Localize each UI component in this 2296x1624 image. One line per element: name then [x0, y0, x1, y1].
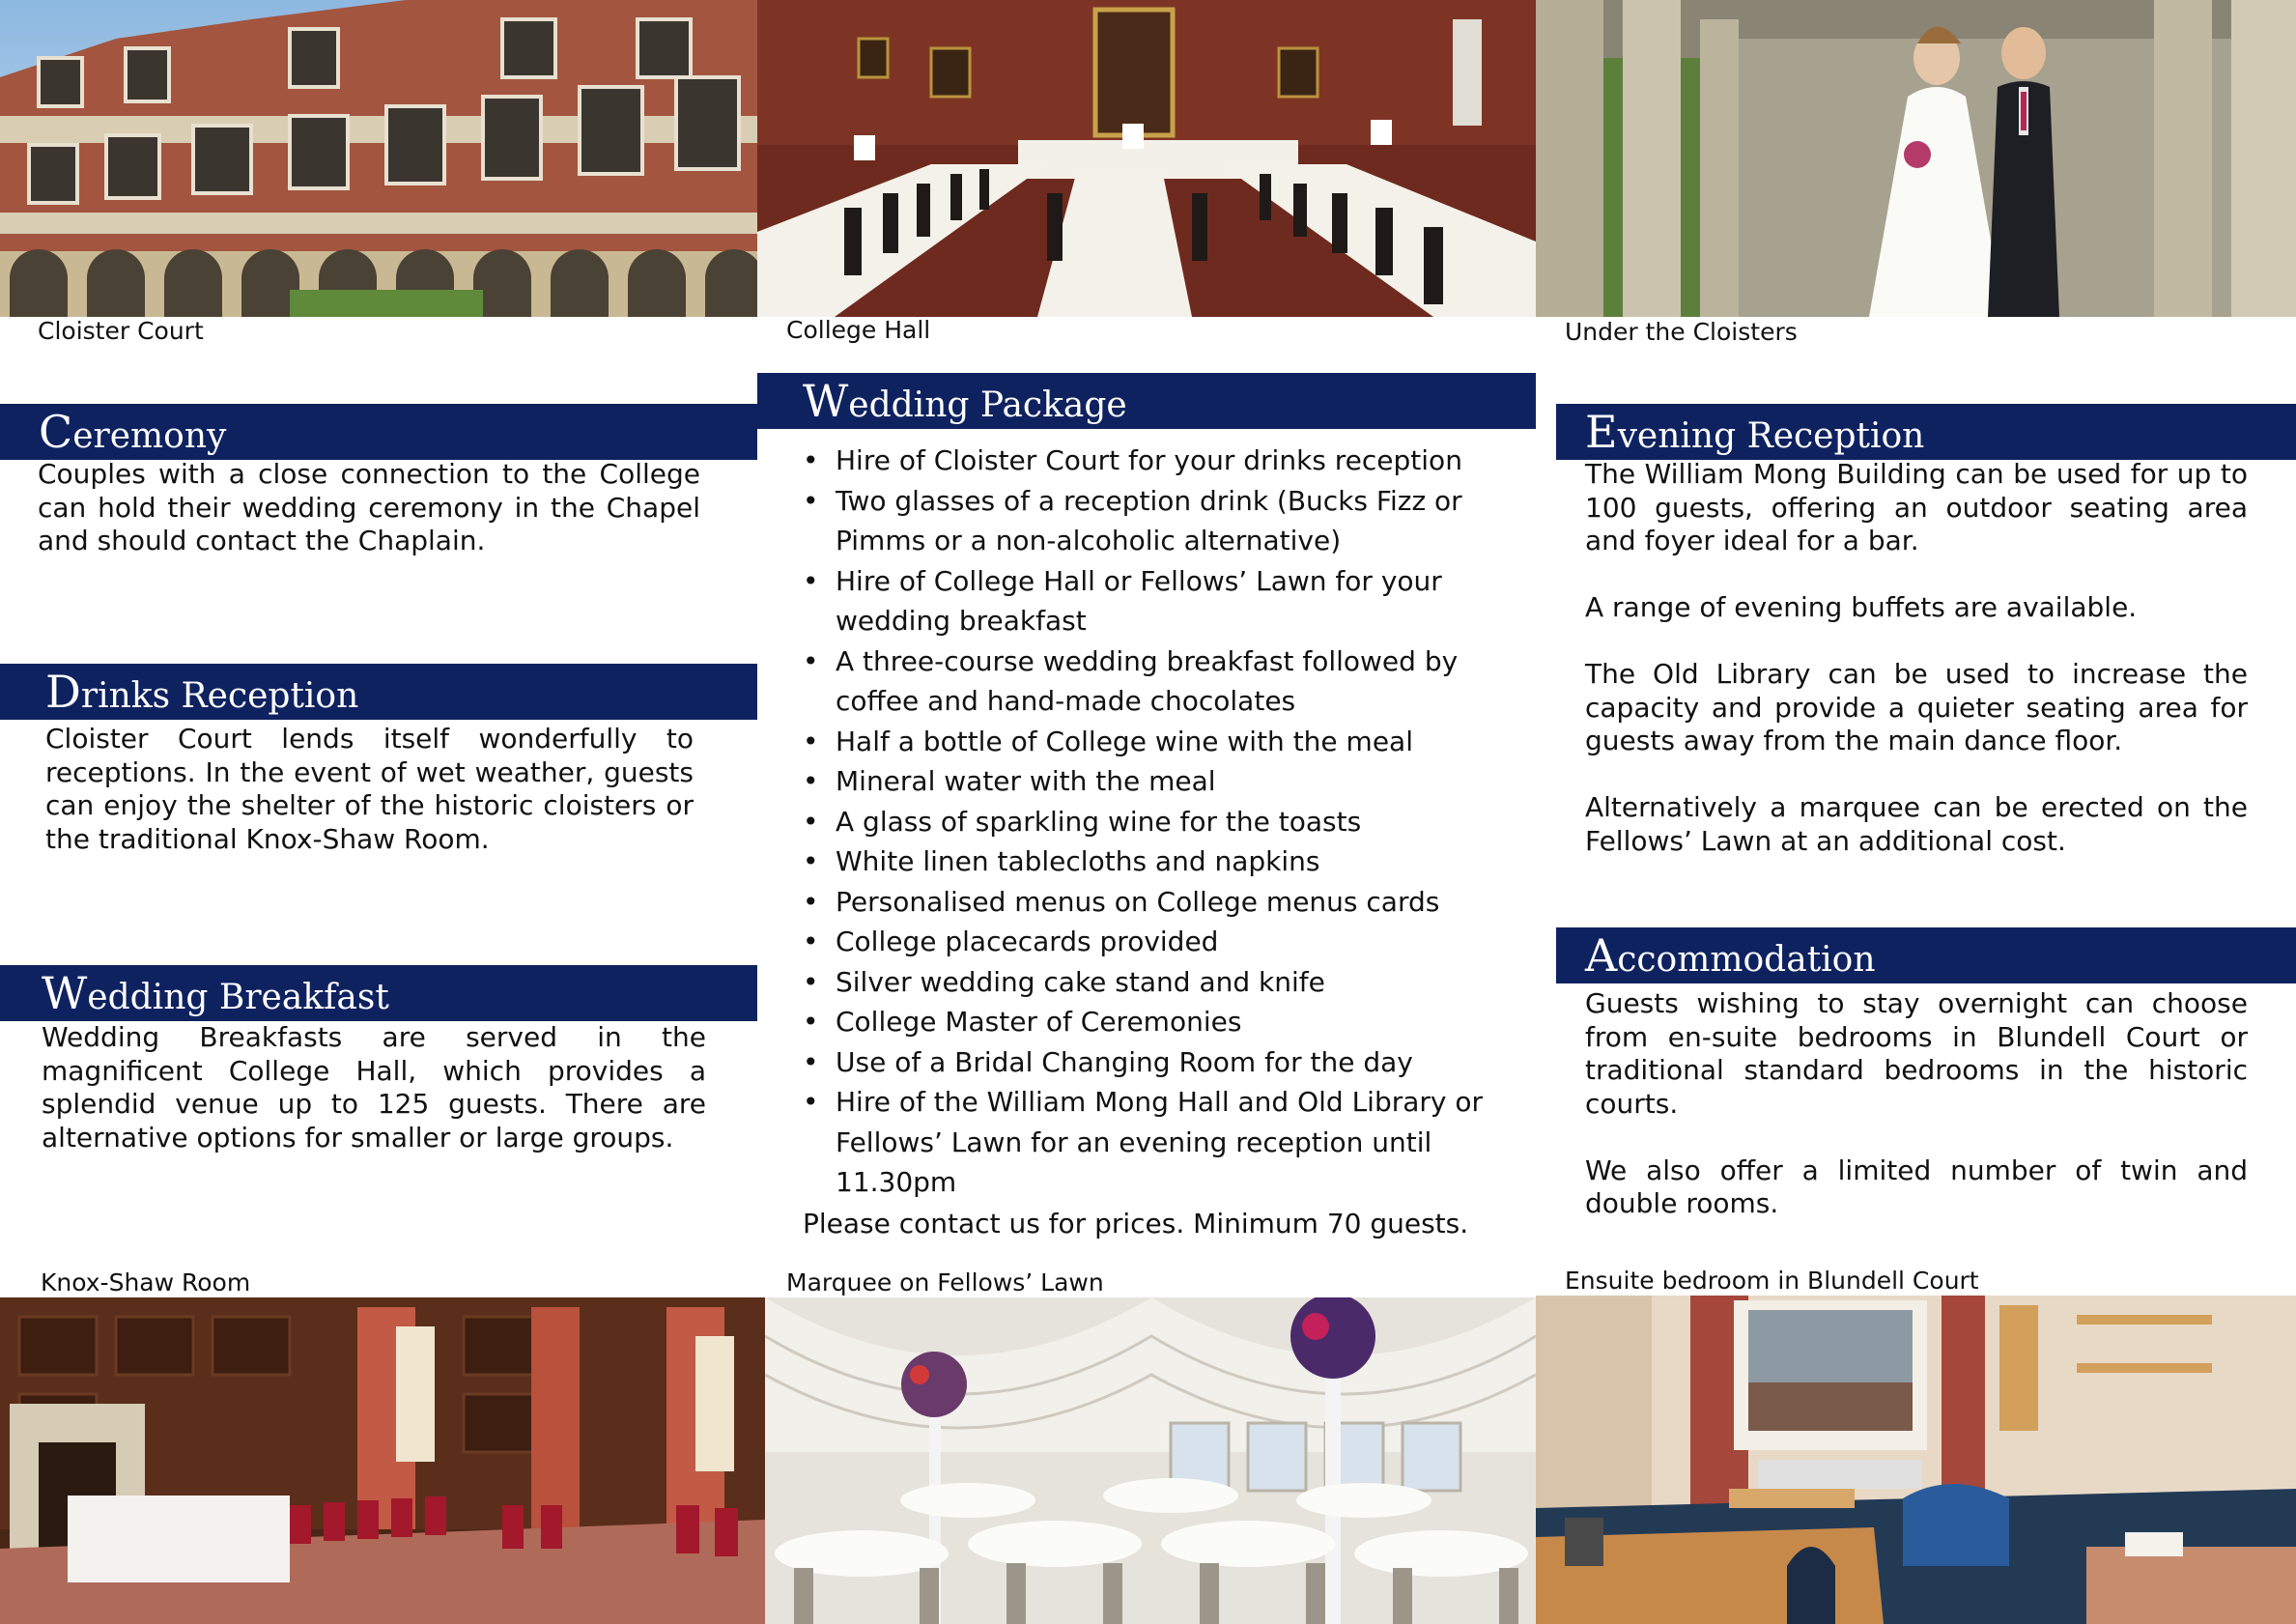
accommodation-paragraph-2: We also offer a limited number of twin and double rooms.	[1585, 1154, 2248, 1219]
accommodation-initial: A	[1585, 929, 1618, 982]
evening-initial: E	[1585, 406, 1618, 458]
list-item: • White linen tablecloths and napkins	[803, 841, 1500, 882]
list-item: • Hire of Cloister Court for your drinks reception	[803, 441, 1500, 481]
caption-under-cloisters: Under the Cloisters	[1565, 318, 1798, 346]
list-item: • Hire of the William Mong Hall and Old Library or Fellows’ Lawn for an evening reception until 11.30pm	[803, 1082, 1500, 1203]
caption-ensuite: Ensuite bedroom in Blundell Court	[1565, 1267, 1979, 1295]
breakfast-initial: W	[42, 967, 88, 1019]
caption-knox-shaw: Knox-Shaw Room	[41, 1268, 251, 1296]
caption-marquee: Marquee on Fellows’ Lawn	[786, 1268, 1104, 1296]
list-item: • Personalised menus on College menus cards	[803, 882, 1500, 923]
package-list	[803, 441, 1500, 1203]
list-item: • Two glasses of a reception drink (Bucks Fizz or Pimms or a non-alcoholic alternative)	[803, 481, 1500, 561]
list-item: • Hire of College Hall or Fellows’ Lawn for your wedding breakfast	[803, 561, 1500, 641]
evening-title: vening Reception	[1617, 416, 1925, 456]
list-item: • Half a bottle of College wine with the meal	[803, 722, 1500, 762]
package-initial: W	[803, 375, 849, 427]
list-item: • A glass of sparkling wine for the toasts	[803, 802, 1500, 842]
breakfast-title: edding Breakfast	[87, 978, 389, 1017]
drinks-text	[45, 723, 694, 856]
ceremony-initial: C	[39, 406, 73, 458]
evening-paragraph-4: Alternatively a marquee can be erected on the Fellows’ Lawn at an additional cost.	[1585, 791, 2248, 857]
list-item: • College Master of Ceremonies	[803, 1002, 1500, 1042]
photo-under-cloisters	[1536, 0, 2296, 317]
photo-cloister-court	[0, 0, 757, 317]
list-item: • Silver wedding cake stand and knife	[803, 962, 1500, 1003]
breakfast-paragraph: Wedding Breakfasts are served in the magnificent College Hall, which provides a splendid venue up to 125 guests. There are alternative options for smaller or large groups.	[42, 1021, 706, 1154]
banner-drinks-reception	[0, 664, 757, 720]
list-item: • A three-course wedding breakfast followed by coffee and hand-made chocolates	[803, 641, 1500, 722]
evening-text	[1585, 458, 2248, 858]
breakfast-text	[42, 1021, 706, 1154]
banner-accommodation	[1556, 927, 2296, 983]
caption-college-hall: College Hall	[786, 316, 931, 344]
package-note: Please contact us for prices. Minimum 70 guests.	[803, 1208, 1469, 1239]
ceremony-text	[38, 458, 700, 558]
accommodation-paragraph-1: Guests wishing to stay overnight can choose from en-suite bedrooms in Blundell Court or traditional standard bedrooms in the historic courts.	[1585, 987, 2248, 1120]
photo-college-hall	[757, 0, 1536, 317]
ceremony-paragraph: Couples with a close connection to the College can hold their wedding ceremony in the Chapel and should contact the Chaplain.	[38, 458, 700, 556]
caption-cloister-court: Cloister Court	[38, 317, 204, 345]
evening-paragraph-2: A range of evening buffets are available.	[1585, 591, 2138, 623]
drinks-paragraph: Cloister Court lends itself wonderfully to receptions. In the event of wet weather, guests can enjoy the shelter of the historic cloisters or the traditional Knox-Shaw Room.	[45, 723, 694, 855]
photo-marquee	[765, 1297, 1536, 1624]
list-item: • Use of a Bridal Changing Room for the day	[803, 1042, 1500, 1083]
banner-wedding-package	[757, 373, 1536, 429]
banner-wedding-breakfast	[0, 965, 757, 1021]
evening-paragraph-3: The Old Library can be used to increase the capacity and provide a quieter seating area for guests away from the main dance floor.	[1585, 658, 2248, 756]
drinks-initial: D	[45, 666, 81, 718]
accommodation-title: ccommodation	[1617, 940, 1876, 980]
drinks-title: rinks Reception	[80, 676, 359, 716]
photo-ensuite-bedroom	[1536, 1296, 2296, 1624]
list-item: • College placecards provided	[803, 922, 1500, 962]
banner-evening-reception	[1556, 404, 2296, 460]
banner-ceremony	[0, 404, 757, 460]
accommodation-text	[1585, 987, 2248, 1221]
photo-knox-shaw-room	[0, 1297, 765, 1624]
evening-paragraph-1: The William Mong Building can be used for up to 100 guests, offering an outdoor seating area and foyer ideal for a bar.	[1585, 458, 2248, 556]
ceremony-title: eremony	[72, 416, 227, 456]
package-title: edding Package	[848, 385, 1127, 425]
list-item: • Mineral water with the meal	[803, 761, 1500, 802]
